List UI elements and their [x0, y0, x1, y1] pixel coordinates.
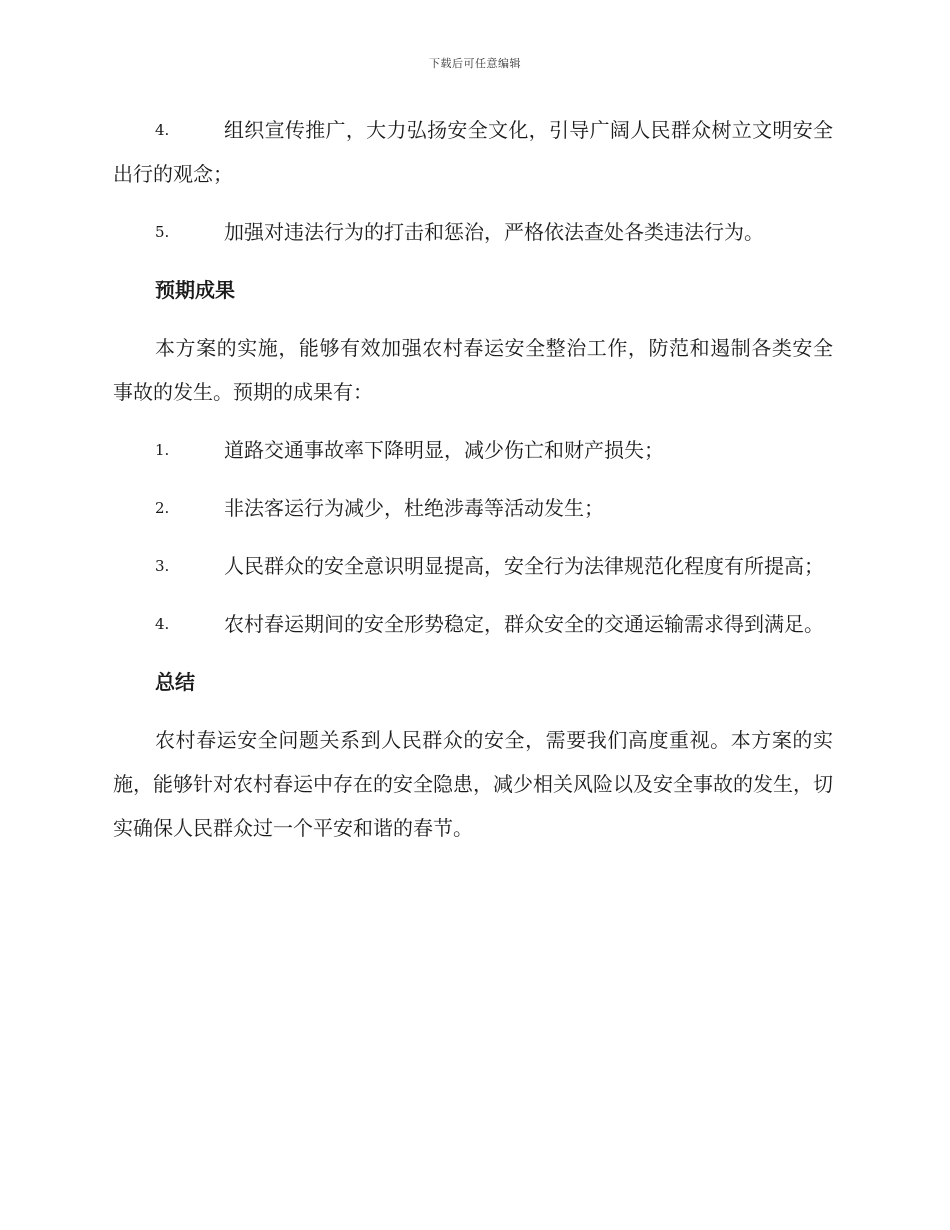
list-item-text: 加强对违法行为的打击和惩治，严格依法查处各类违法行为。: [224, 220, 764, 244]
document-body: [113, 108, 833, 864]
list-item-text: 人民群众的安全意识明显提高，安全行为法律规范化程度有所提高；: [224, 554, 824, 578]
list-item: [113, 486, 833, 530]
list-item-number: 3.: [155, 557, 170, 575]
list-item-number: 4.: [155, 615, 170, 633]
list-item-number: 2.: [155, 499, 170, 517]
summary-paragraph: 农村春运安全问题关系到人民群众的安全，需要我们高度重视。本方案的实施，能够针对农村春运中存在的安全隐患，减少相关风险以及安全事故的发生，切实确保人民群众过一个平安和谐的春节。: [113, 728, 833, 840]
list-item-text: 道路交通事故率下降明显，减少伤亡和财产损失；: [224, 438, 664, 462]
list-item: [113, 428, 833, 472]
list-item: [113, 210, 833, 254]
list-item: [113, 602, 833, 646]
results-intro-paragraph: 本方案的实施，能够有效加强农村春运安全整治工作，防范和遏制各类安全事故的发生。预期的成果有：: [113, 336, 833, 404]
list-item-text: 非法客运行为减少，杜绝涉毒等活动发生；: [224, 496, 604, 520]
page-header-note: 下载后可任意编辑: [429, 57, 521, 70]
list-item-number: 5.: [155, 223, 170, 241]
section-heading-summary: 总结: [155, 670, 195, 694]
list-item: [113, 108, 833, 196]
section-heading-results: 预期成果: [155, 278, 235, 302]
list-item-text: 农村春运期间的安全形势稳定，群众安全的交通运输需求得到满足。: [224, 612, 824, 636]
list-item-number: 1.: [155, 441, 170, 459]
list-item: [113, 544, 833, 588]
list-item-text: 组织宣传推广，大力弘扬安全文化，引导广阔人民群众树立文明安全出行的观念；: [113, 118, 833, 186]
list-item-number: 4.: [155, 121, 170, 139]
